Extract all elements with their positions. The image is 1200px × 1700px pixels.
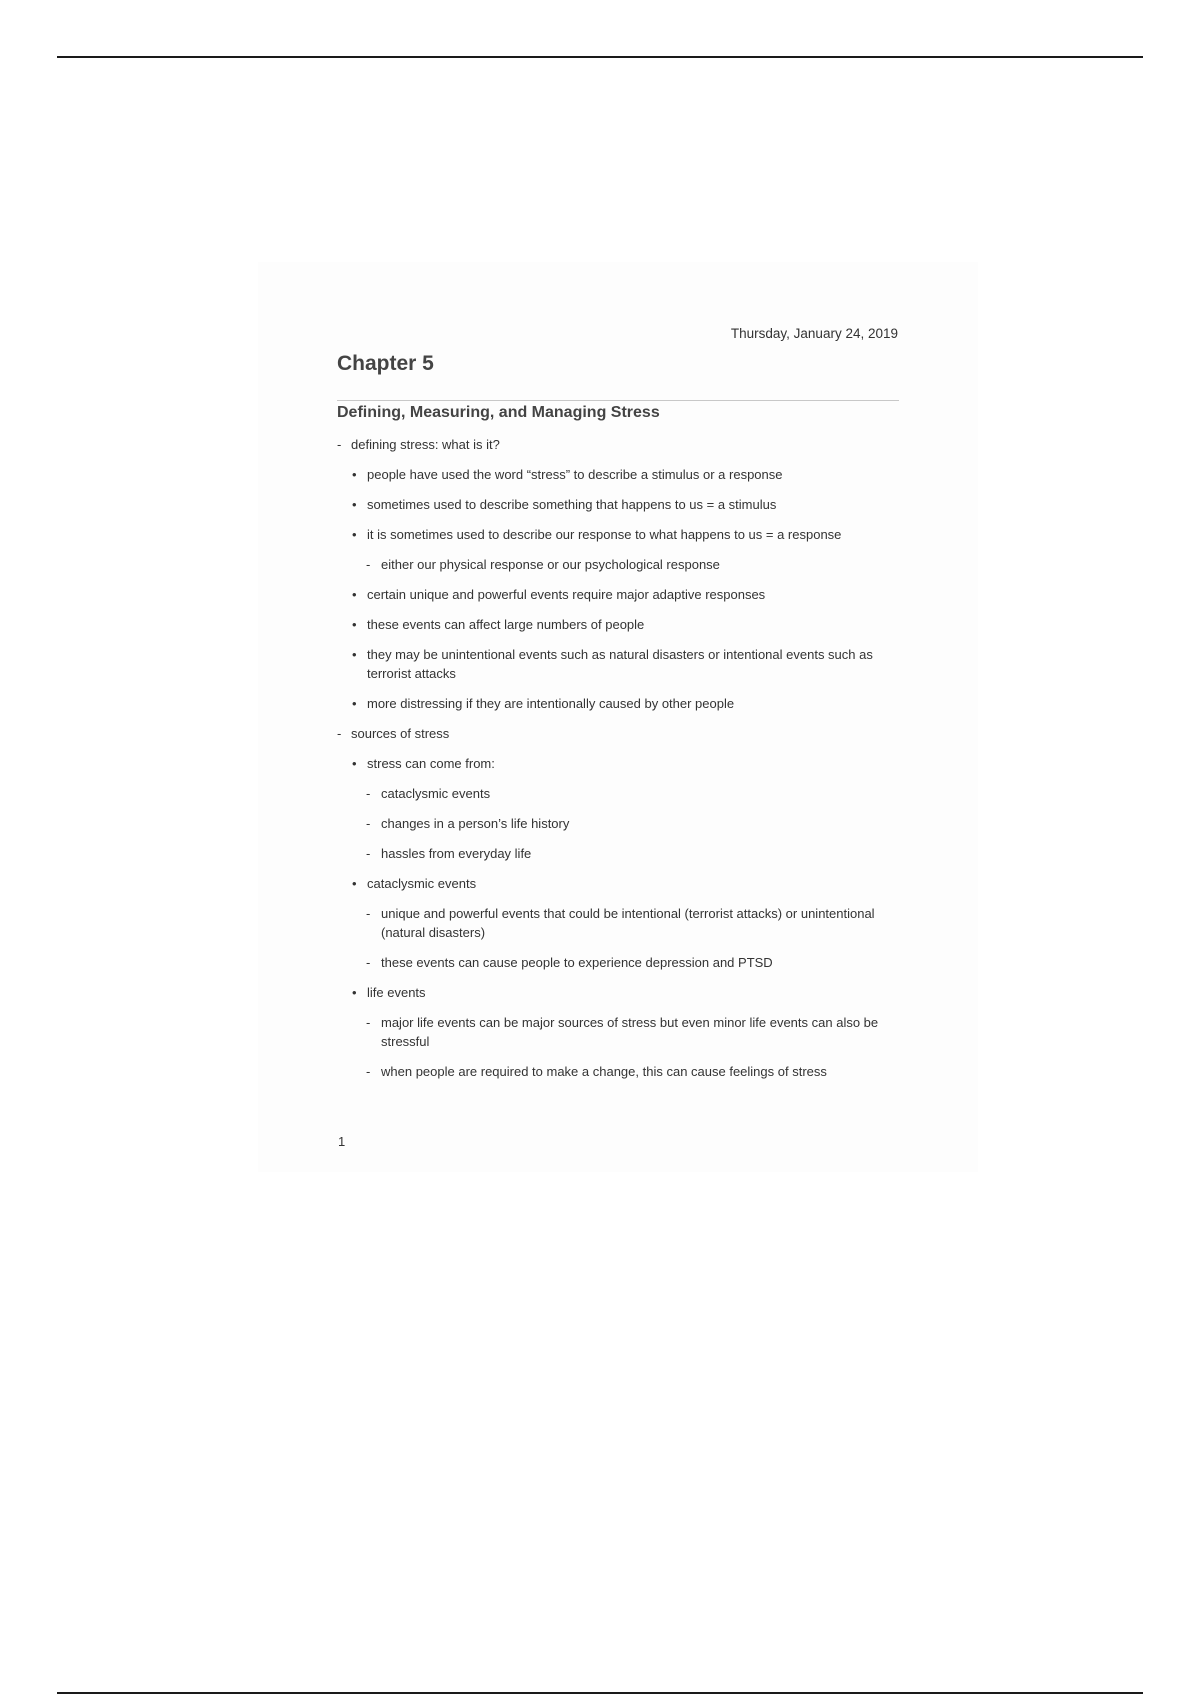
outline-item-text: cataclysmic events [367, 876, 477, 891]
dash-marker: - [337, 437, 342, 452]
bullet-marker: • [352, 617, 357, 632]
outline-item-text: cataclysmic events [381, 786, 491, 801]
dash-marker: - [366, 786, 371, 801]
outline-item-text: life events [367, 985, 426, 1000]
outline-item [337, 525, 907, 544]
outline-item [337, 983, 907, 1002]
outline-item [337, 1013, 907, 1051]
section-subtitle: Defining, Measuring, and Managing Stress [337, 404, 660, 421]
bullet-marker: • [352, 756, 357, 771]
dash-marker: - [366, 816, 371, 831]
dash-marker: - [337, 726, 342, 741]
chapter-title: Chapter 5 [337, 352, 434, 375]
outline-item-text: changes in a person’s life history [381, 816, 570, 831]
outline-item [337, 904, 907, 942]
dash-marker: - [366, 557, 371, 572]
bullet-marker: • [352, 467, 357, 482]
outline-item-text: it is sometimes used to describe our response to what happens to us = a response [367, 527, 842, 542]
outline-item [337, 435, 907, 454]
outline-item [337, 615, 907, 634]
notes-outline [337, 435, 907, 1092]
outline-item-text: major life events can be major sources of stress but even minor life events can also be stressful [381, 1015, 879, 1049]
outline-item-text: these events can cause people to experience depression and PTSD [381, 955, 773, 970]
bullet-marker: • [352, 876, 357, 891]
dash-marker: - [366, 906, 371, 921]
outline-item-text: unique and powerful events that could be intentional (terrorist attacks) or unintentional (natural disasters) [381, 906, 875, 940]
outline-item [337, 555, 907, 574]
outline-item-text: certain unique and powerful events require major adaptive responses [367, 587, 766, 602]
outline-item-text: hassles from everyday life [381, 846, 532, 861]
top-rule [57, 56, 1143, 58]
document-date: Thursday, January 24, 2019 [730, 326, 898, 341]
outline-item [337, 784, 907, 803]
outline-item [337, 694, 907, 713]
bullet-marker: • [352, 696, 357, 711]
outline-item [337, 1062, 907, 1081]
outline-item [337, 874, 907, 893]
outline-item [337, 814, 907, 833]
dash-marker: - [366, 1015, 371, 1030]
outline-item [337, 465, 907, 484]
outline-item [337, 724, 907, 743]
outline-item [337, 844, 907, 863]
outline-item-text: sources of stress [351, 726, 450, 741]
outline-item [337, 585, 907, 604]
dash-marker: - [366, 1064, 371, 1079]
outline-item [337, 953, 907, 972]
outline-item-text: stress can come from: [367, 756, 495, 771]
outline-item [337, 645, 907, 683]
outline-item-text: they may be unintentional events such as natural disasters or intentional events such as terrorist attacks [367, 647, 873, 681]
outline-item-text: these events can affect large numbers of people [367, 617, 645, 632]
dash-marker: - [366, 846, 371, 861]
outline-item [337, 754, 907, 773]
page-number: 1 [338, 1134, 346, 1149]
bullet-marker: • [352, 647, 357, 662]
bottom-rule [57, 1692, 1143, 1694]
title-divider [337, 400, 899, 401]
dash-marker: - [366, 955, 371, 970]
bullet-marker: • [352, 985, 357, 1000]
bullet-marker: • [352, 587, 357, 602]
bullet-marker: • [352, 527, 357, 542]
outline-item-text: sometimes used to describe something that happens to us = a stimulus [367, 497, 777, 512]
document-page [258, 262, 978, 1172]
outline-item-text: when people are required to make a change, this can cause feelings of stress [381, 1064, 827, 1079]
outline-item-text: more distressing if they are intentionally caused by other people [367, 696, 735, 711]
outline-item-text: either our physical response or our psychological response [381, 557, 720, 572]
outline-item-text: defining stress: what is it? [351, 437, 500, 452]
outline-item [337, 495, 907, 514]
outline-item-text: people have used the word “stress” to describe a stimulus or a response [367, 467, 783, 482]
bullet-marker: • [352, 497, 357, 512]
